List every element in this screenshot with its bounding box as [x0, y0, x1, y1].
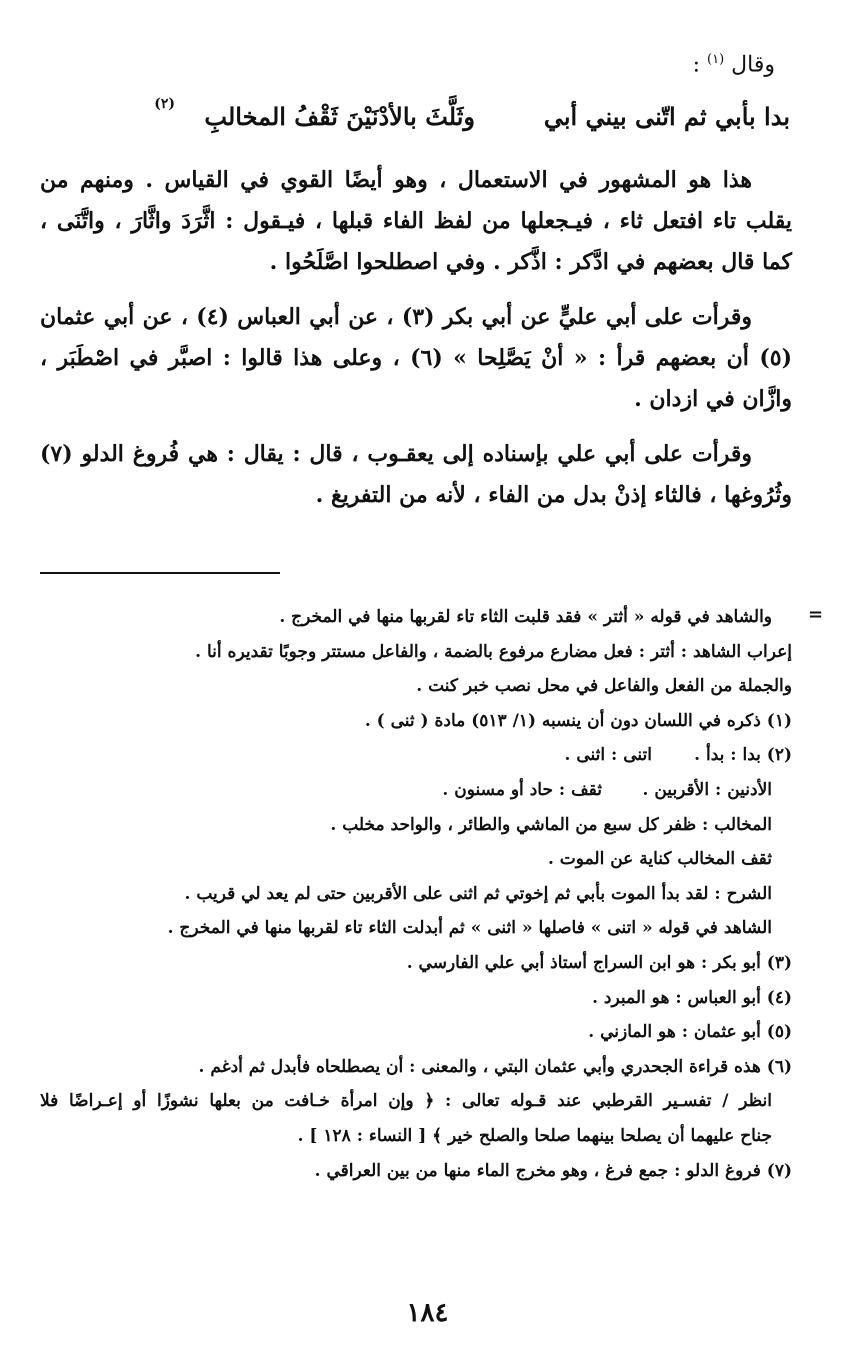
footnote-2-gloss-row: [40, 773, 792, 808]
footnote-1: (١) ذكره في اللسان دون أن ينسبه (١/ ٥١٣) مادة ( ثنى ) .: [364, 710, 792, 731]
footnote-continuation-line: إعراب الشاهد : أثتر : فعل مضارع مرفوع بالضمة ، والفاعل مستتر وجوبًا تقديره أنا .: [195, 641, 792, 662]
footnote-2-gloss: اتنى : اثنى .: [564, 745, 652, 766]
footnote-2-line: الشرح : لقد بدأ الموت بأبي ثم إخوتي ثم اثنى على الأقربين حتى لم يعد لي قريب .: [184, 883, 772, 904]
footnote-6: (٦) هذه قراءة الجحدري وأبي عثمان البتي ، والمعنى : أن يصطلحاه فأبدل ثم أدغم .: [198, 1056, 792, 1077]
footnote-separator: [40, 572, 280, 574]
intro-text: وقال: [731, 52, 775, 78]
continuation-marker: =: [808, 604, 824, 625]
footnotes: [40, 600, 792, 1188]
intro-line: [693, 52, 775, 77]
page-number: ١٨٤: [406, 1298, 449, 1328]
footnote-2-gloss: الأدنين : الأقربين .: [642, 779, 772, 800]
footnote-2-line: ثقف المخالب كناية عن الموت .: [547, 849, 772, 870]
footnote-5: (٥) أبو عثمان : هو المازني .: [588, 1022, 792, 1043]
main-text: [40, 160, 792, 516]
footnote-3: (٣) أبو بكر : هو ابن السراج أستاذ أبي علي الفارسي .: [406, 952, 792, 973]
footnote-4: (٤) أبو العباس : هو المبرد .: [592, 987, 792, 1008]
intro-colon: :: [692, 52, 701, 78]
paragraph-3: وقرأت على أبي علي بإسناده إلى يعقـوب ، قال : يقال : هي فُروغ الدلو (٧) وثُرُوغها ، فالثاء إذنْ بدل من الفاء ، لأنه من التفريغ .: [40, 441, 792, 508]
verse-second-hemistich: وثَلَّثَ بالأدْنَيْنَ ثَقْفُ المخالبِ: [204, 102, 475, 131]
paragraph-1: هذا هو المشهور في الاستعمال ، وهو أيضًا القوي في القياس . ومنهم من يقلب تاء افتعل ثاء ، فيـجعلها من لفظ الفاء قبلها ، فيـقول : اثَّرَدَ واثَّارَ ، واتَّنَى ، كما قال بعضهم في ادَّكر : اذَّكر . وفي اصطلحوا اصَّلَحُوا .: [40, 167, 792, 275]
footnote-7: (٧) فروغ الدلو : جمع فرغ ، وهو مخرج الماء منها من بين العراقي .: [314, 1160, 792, 1181]
footnote-2-gloss: (٢) بدا : بدأ .: [694, 745, 792, 766]
footnote-continuation-line: والشاهد في قوله « أثتر » فقد قلبت الثاء تاء لقربها منها في المخرج .: [279, 607, 772, 627]
verse-first-hemistich: بدا بأبي ثم اتّنى بيني أبي: [543, 102, 790, 131]
footnote-continuation-line: والجملة من الفعل والفاعل في محل نصب خبر كنت .: [416, 676, 792, 697]
footnote-6-line: جناح عليهما أن يصلحا بينهما صلحا والصلح خير ﴾ [ النساء : ١٢٨ ] .: [297, 1125, 772, 1146]
footnote-ref-1: (١): [707, 52, 725, 67]
footnote-2-line: المخالب : ظفر كل سبع من الماشي والطائر ، والواحد مخلب .: [330, 814, 772, 835]
paragraph-2: وقرأت على أبي عليٍّ عن أبي بكر (٣) ، عن أبي العباس (٤) ، عن أبي عثمان (٥) أن بعضهم قرأ : « أنْ يَصَّلِحا » (٦) ، وعلى هذا قالوا : اصبَّر في اصْطَبَر ، وازَّان في ازدان .: [40, 304, 792, 412]
footnote-6-line: انظر / تفسـير القرطبي عند قـوله تعالى : ﴿ وإن امرأة خـافت من بعلها نشوزًا أو إعـراضًا فلا: [40, 1091, 772, 1112]
footnote-2-gloss: ثقف : حاد أو مسنون .: [442, 779, 602, 800]
footnote-2-gloss-row: [40, 738, 792, 773]
footnote-2-line: الشاهد في قوله « اتنى » فاصلها « اثنى » ثم أبدلت الثاء تاء لقربها منها في المخرج .: [167, 918, 772, 939]
footnote-ref-2: (٢): [154, 96, 175, 112]
